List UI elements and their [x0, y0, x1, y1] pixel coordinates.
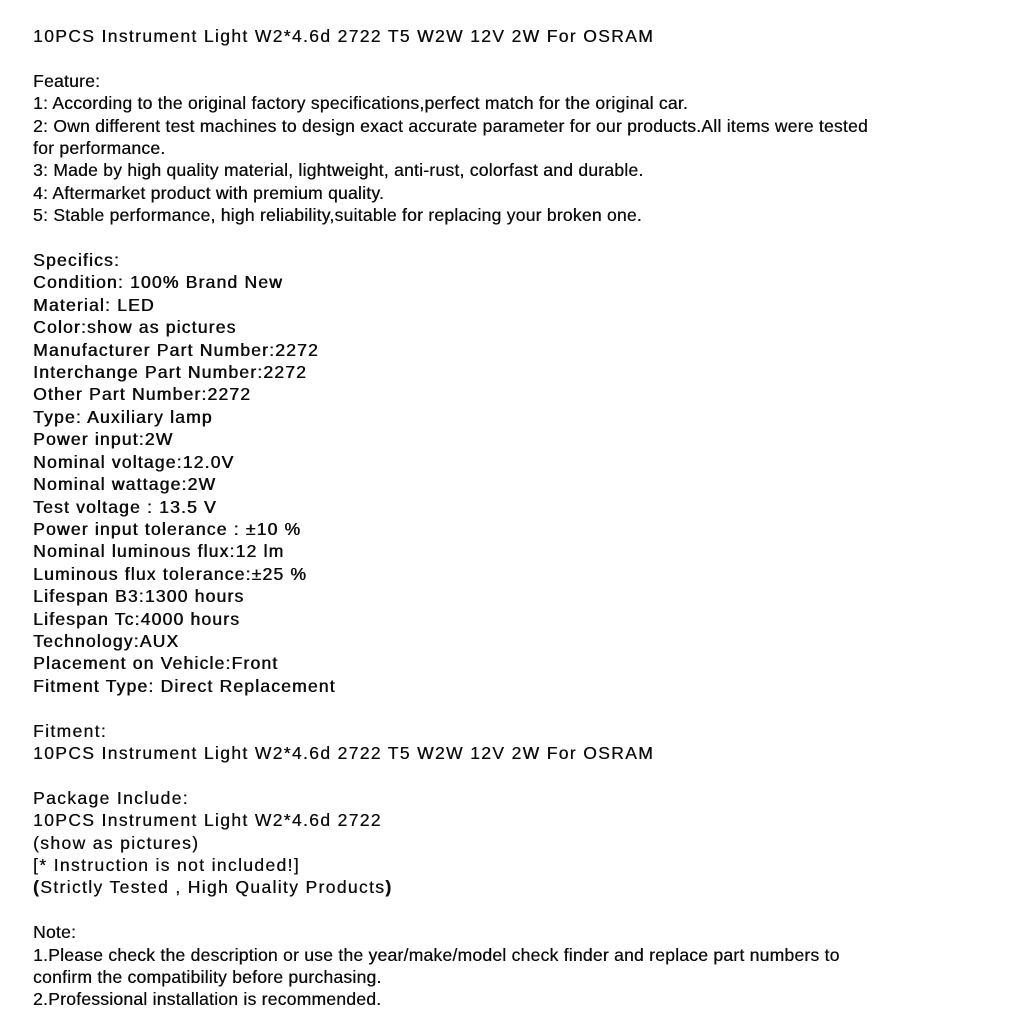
section-note: [33, 921, 996, 1011]
text-segment: (: [33, 877, 41, 898]
text-line: Placement on Vehicle:Front: [33, 653, 279, 674]
text-line: Test voltage : 13.5 V: [33, 496, 217, 517]
section-heading-specifics: Specifics:: [33, 250, 120, 271]
text-line: Power input tolerance : ±10 %: [33, 518, 302, 539]
text-line: Luminous flux tolerance:±25 %: [33, 563, 307, 584]
text-line: Other Part Number:2272: [33, 384, 252, 405]
text-line: 1.Please check the description or use the year/make/model check finder and replace part numbers to: [33, 944, 840, 965]
section-heading-fitment: Fitment:: [33, 720, 108, 741]
text-line: 10PCS Instrument Light W2*4.6d 2722: [33, 810, 382, 831]
text-line: 5: Stable performance, high reliability,suitable for replacing your broken one.: [33, 205, 642, 226]
text-line: Condition: 100% Brand New: [33, 272, 283, 293]
section-fitment: [33, 720, 996, 765]
text-line: [33, 876, 996, 898]
text-line: 2: Own different test machines to design exact accurate parameter for our products.All items were tested: [33, 115, 868, 136]
text-segment: ): [385, 877, 393, 898]
text-line: Type: Auxiliary lamp: [33, 406, 213, 427]
title-block: [33, 25, 996, 47]
text-line: 1: According to the original factory specifications,perfect match for the original car.: [33, 93, 688, 114]
text-line: Nominal voltage:12.0V: [33, 451, 235, 472]
text-line: [* Instruction is not included!]: [33, 854, 300, 875]
text-line: confirm the compatibility before purchasing.: [33, 966, 382, 987]
text-line: 10PCS Instrument Light W2*4.6d 2722 T5 W2W 12V 2W For OSRAM: [33, 742, 655, 763]
text-line: Lifespan B3:1300 hours: [33, 586, 245, 607]
text-line: Technology:AUX: [33, 630, 180, 651]
section-heading-package-include: Package Include:: [33, 787, 189, 808]
sections: [33, 70, 996, 1011]
product-title: 10PCS Instrument Light W2*4.6d 2722 T5 W2W 12V 2W For OSRAM: [33, 26, 655, 46]
text-line: Interchange Part Number:2272: [33, 362, 307, 383]
text-line: Manufacturer Part Number:2272: [33, 339, 319, 360]
text-line: Power input:2W: [33, 429, 174, 450]
section-heading-note: Note:: [33, 922, 77, 943]
text-line: 4: Aftermarket product with premium quality.: [33, 182, 385, 203]
text-line: for performance.: [33, 138, 166, 159]
text-line: Material: LED: [33, 294, 155, 315]
section-package-include: [33, 787, 996, 899]
text-line: 2.Professional installation is recommended.: [33, 989, 382, 1010]
text-line: Color:show as pictures: [33, 317, 237, 338]
text-line: Nominal luminous flux:12 lm: [33, 541, 285, 562]
section-specifics: [33, 249, 996, 697]
text-line: Lifespan Tc:4000 hours: [33, 608, 241, 629]
section-heading-feature: Feature:: [33, 70, 101, 91]
text-line: 3: Made by high quality material, lightweight, anti-rust, colorfast and durable.: [33, 160, 644, 181]
text-line: Nominal wattage:2W: [33, 474, 217, 495]
text-line: (show as pictures): [33, 832, 200, 853]
text-segment: Strictly Tested , High Quality Products: [40, 877, 386, 898]
text-line: Fitment Type: Direct Replacement: [33, 675, 336, 696]
section-feature: [33, 70, 996, 227]
